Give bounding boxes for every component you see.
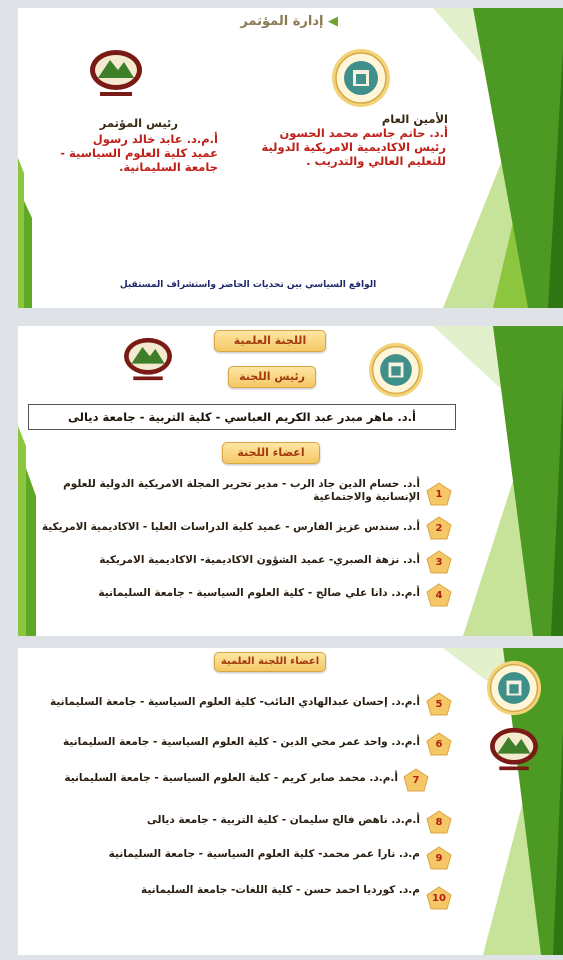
committee-members-badge: اعضاء اللجنة bbox=[222, 442, 320, 464]
member-number-badge: 6 bbox=[426, 732, 452, 756]
conference-theme: الواقع السياسي بين تحديات الحاضر واستشراف المستقبل bbox=[119, 280, 377, 290]
member-number-badge: 8 bbox=[426, 810, 452, 834]
chair-description: عميد كلية العلوم السياسية - جامعة السليمانية. bbox=[60, 146, 218, 174]
committee-head-name: أ.د. ماهر مبدر عبد الكريم العباسي - كلية التربية - جامعة ديالى bbox=[28, 404, 456, 430]
section-header-text: إدارة المؤتمر bbox=[240, 14, 324, 29]
member-entry: أ.م.د. إحسان عبدالهادي النائب- كلية العلوم السياسية - جامعة السليمانية bbox=[50, 696, 420, 708]
academy-seal-logo bbox=[331, 48, 391, 108]
member-number-badge: 2 bbox=[426, 516, 452, 540]
green-left-stripe bbox=[18, 8, 52, 308]
green-left-stripe bbox=[18, 326, 52, 636]
member-entry: أ.م.د. دانا علي صالح - كلية العلوم السياسية - جامعة السليمانية bbox=[98, 587, 420, 599]
play-arrow-icon: ◀ bbox=[328, 14, 338, 29]
slide-conference-management bbox=[18, 8, 563, 308]
academy-seal-logo bbox=[368, 342, 424, 398]
member-number-badge: 1 bbox=[426, 482, 452, 506]
member-entry: أ.م.د. محمد صابر كريم - كلية العلوم السياسية - جامعة السليمانية bbox=[64, 772, 398, 784]
members-title-badge: اعضاء اللجنة العلمية bbox=[214, 652, 326, 672]
secretary-role: الأمين العام bbox=[381, 112, 448, 126]
university-seal-logo bbox=[488, 726, 540, 772]
member-number-badge: 4 bbox=[426, 583, 452, 607]
member-number-badge: 7 bbox=[403, 768, 429, 792]
university-seal-logo bbox=[88, 48, 144, 98]
secretary-name: أ.د. حاتم جاسم محمد الحسون bbox=[279, 126, 448, 140]
member-entry: أ.د. سندس عزيز الفارس - عميد كلية الدراسات العليا - الاكاديمية الامريكية bbox=[41, 521, 420, 533]
section-header bbox=[188, 14, 338, 32]
chair-name: أ.م.د. عابد خالد رسول bbox=[92, 132, 218, 146]
secretary-description: رئيس الاكاديمية الامريكية الدولية للتعليم العالي والتدريب . bbox=[261, 140, 446, 168]
member-entry: أ.م.د. ناهض فالح سليمان - كلية التربية - جامعة ديالى bbox=[146, 814, 420, 826]
slide-committee-members bbox=[18, 648, 563, 955]
university-seal-logo bbox=[122, 336, 174, 382]
member-number-badge: 5 bbox=[426, 692, 452, 716]
academy-seal-logo bbox=[486, 660, 542, 716]
member-entry: أ.م.د. واحد عمر محي الدين - كلية العلوم السياسية - جامعة السليمانية bbox=[63, 736, 420, 748]
green-corner-decoration bbox=[433, 8, 563, 308]
green-corner-decoration bbox=[433, 326, 563, 636]
member-entry: م.د. كورديا احمد حسن - كلية اللغات- جامعة السليمانية bbox=[141, 884, 420, 896]
committee-head-badge: رئيس اللجنة bbox=[228, 366, 316, 388]
member-number-badge: 10 bbox=[426, 886, 452, 910]
committee-title-badge: اللجنة العلمية bbox=[214, 330, 326, 352]
slide-scientific-committee bbox=[18, 326, 563, 636]
member-number-badge: 9 bbox=[426, 846, 452, 870]
member-number-badge: 3 bbox=[426, 550, 452, 574]
member-entry: م.د. نارا عمر محمد- كلية العلوم السياسية - جامعة السليمانية bbox=[108, 848, 420, 860]
member-entry: أ.د. حسام الدين جاد الرب - مدير تحرير المجلة الامريكية الدولية للعلوم الإنسانية والاجتماعية bbox=[63, 478, 420, 503]
member-entry: أ.د. نزهة الصبري- عميد الشؤون الاكاديمية- الاكاديمية الامريكية bbox=[99, 554, 420, 566]
chair-role: رئيس المؤتمر bbox=[99, 116, 178, 130]
